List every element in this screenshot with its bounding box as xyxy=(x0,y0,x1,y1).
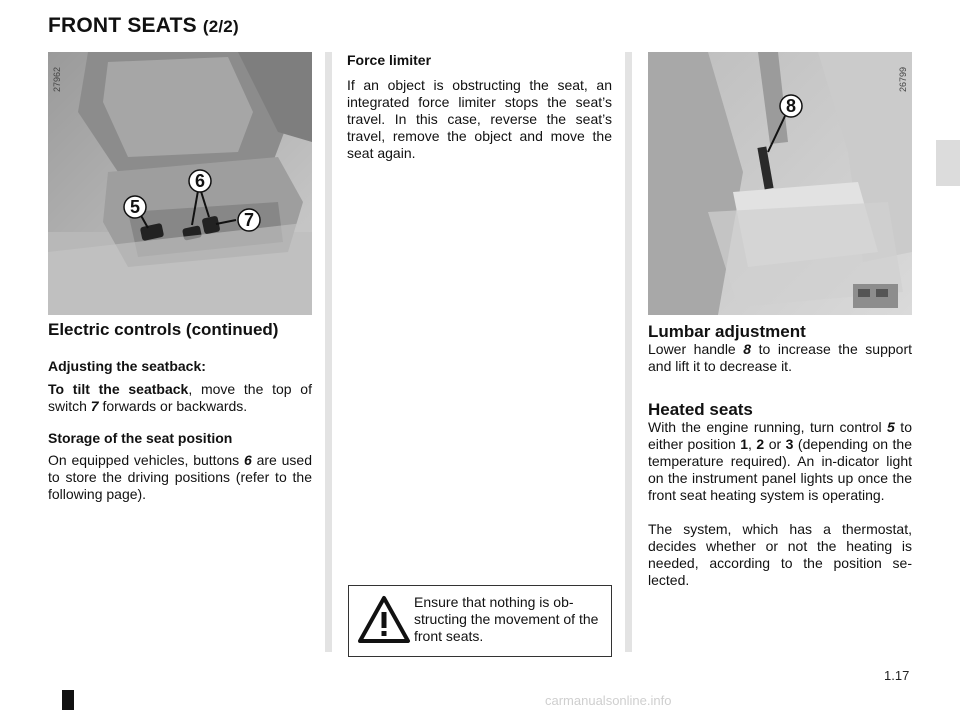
seat-controls-illustration xyxy=(48,52,312,315)
page-title xyxy=(48,14,239,38)
heated-seats-paragraph xyxy=(648,419,912,504)
heated-seats-heading: Heated seats xyxy=(648,400,753,419)
buttons-ref-6: 6 xyxy=(243,452,252,468)
switch-ref-7: 7 xyxy=(90,398,99,414)
heated-text-d: or xyxy=(764,436,786,452)
callout-7-label: 7 xyxy=(243,210,255,230)
callout-6-label: 6 xyxy=(194,171,206,191)
seat-controls-drawing xyxy=(48,52,312,315)
lumbar-drawing xyxy=(648,52,912,315)
control-ref-5: 5 xyxy=(887,419,895,435)
lumbar-paragraph xyxy=(648,341,912,375)
lumbar-heading: Lumbar adjustment xyxy=(648,322,806,341)
callout-6 xyxy=(189,170,211,192)
heated-text-b: to either position xyxy=(648,419,912,452)
storage-seat-subheading: Storage of the seat position xyxy=(48,430,233,446)
tilt-text-a: , move the top of switch xyxy=(48,381,312,414)
callout-5-label: 5 xyxy=(129,197,141,217)
page-title-part: (2/2) xyxy=(202,17,239,36)
storage-text-a: On equipped vehicles, buttons xyxy=(48,452,244,468)
lumbar-text-b: to increase the support and lift it to decrease it. xyxy=(648,341,912,374)
force-limiter-heading: Force limiter xyxy=(347,52,432,68)
position-2: 2 xyxy=(756,436,765,452)
lumbar-text-a: Lower handle xyxy=(648,341,744,357)
callout-8-label: 8 xyxy=(785,96,797,116)
storage-paragraph xyxy=(48,452,312,503)
watermark-text: carmanualsonline.info xyxy=(545,693,672,708)
position-3: 3 xyxy=(785,436,794,452)
column-divider-right xyxy=(625,52,632,652)
heated-text-a: With the engine running, turn control xyxy=(648,419,888,435)
adjusting-seatback-subheading: Adjusting the seatback: xyxy=(48,358,206,374)
page-number: 1.17 xyxy=(884,668,910,683)
image-reference-left: 27962 xyxy=(52,66,62,92)
footer-mark xyxy=(62,690,74,710)
warning-triangle-icon xyxy=(357,595,411,645)
image-reference-right: 26799 xyxy=(898,66,908,92)
electric-controls-heading: Electric controls (continued) xyxy=(48,320,279,339)
storage-text-b: are used to store the driving positions (refer to the following page). xyxy=(48,452,312,502)
tilt-text-b: forwards or backwards. xyxy=(98,398,248,414)
tilt-seatback-paragraph xyxy=(48,381,312,415)
heated-text-c: , xyxy=(748,436,757,452)
tilt-seatback-lead: To tilt the seatback xyxy=(48,381,189,397)
warning-box xyxy=(348,585,612,657)
warning-text: Ensure that nothing is ob-structing the movement of the front seats. xyxy=(414,594,599,644)
thermostat-paragraph: The system, which has a thermostat, decides whether or not the heating is needed, according to the position se-lected. xyxy=(648,521,912,588)
lumbar-illustration xyxy=(648,52,912,315)
column-divider-left xyxy=(325,52,332,652)
callout-7 xyxy=(238,209,260,231)
callout-8 xyxy=(780,95,802,117)
heated-text-e: (depending on the temperature required). An in-dicator light on the instrument panel lights up once the front seat heating system is operating. xyxy=(648,436,912,503)
section-tab xyxy=(936,140,960,186)
page-title-text: FRONT SEATS xyxy=(48,14,197,37)
callout-5 xyxy=(124,196,146,218)
force-limiter-paragraph: If an object is obstructing the seat, an integrated force limiter stops the seat’s travel. In this case, reverse the seat’s travel, remove the object and move the seat again. xyxy=(347,77,612,161)
handle-ref-8: 8 xyxy=(743,341,752,357)
position-1: 1 xyxy=(740,436,749,452)
